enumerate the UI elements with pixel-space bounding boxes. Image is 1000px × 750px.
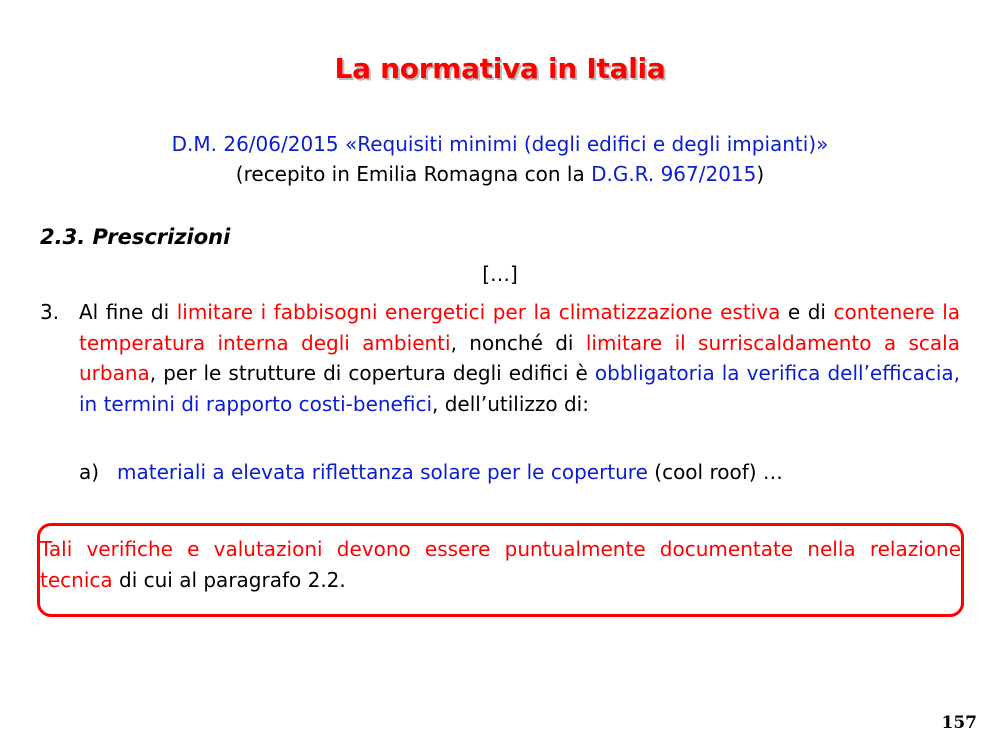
list-item-number: 3. xyxy=(40,300,60,324)
regional-adoption-note xyxy=(0,159,1000,189)
highlight-box-text xyxy=(40,534,961,595)
item-text-highlight: contenere la temperatura interna degli ambienti xyxy=(79,300,961,355)
adoption-prefix: (recepito in Emilia Romagna con la xyxy=(235,162,592,186)
item-text-part: e di xyxy=(780,300,834,324)
sub-list-item xyxy=(79,457,783,487)
section-heading: 2.3. Prescrizioni xyxy=(40,225,231,249)
item-text-highlight: limitare i fabbisogni energetici per la climatizzazione estiva xyxy=(176,300,781,324)
box-text-highlight: Tali verifiche e valutazioni devono essere puntualmente documentate nella relazione tecnica xyxy=(40,537,961,592)
item-text-emphasis: obbligatoria la verifica dell’efficacia, in termini di rapporto costi-benefici xyxy=(79,361,960,416)
item-text-part: , dell’utilizzo di: xyxy=(432,391,589,416)
list-item-text xyxy=(79,297,960,419)
page-number: 157 xyxy=(941,713,977,733)
sub-list-text: (cool roof) … xyxy=(647,460,783,484)
item-text-part: Al fine di xyxy=(79,300,177,324)
sub-list-emphasis: materiali a elevata riflettanza solare per le coperture xyxy=(117,460,648,484)
item-text-highlight: limitare il surriscaldamento a scala urbana xyxy=(79,330,960,385)
decree-reference: D.M. 26/06/2015 «Requisiti minimi (degli edifici e degli impianti)» xyxy=(171,132,829,156)
item-text-part: , nonché di xyxy=(450,330,586,355)
box-text-plain: di cui al paragrafo 2.2. xyxy=(112,567,346,592)
sub-list-label: a) xyxy=(79,460,100,484)
adoption-suffix: ) xyxy=(756,162,765,186)
slide-title: La normativa in Italia xyxy=(334,52,666,85)
omission-marker: […] xyxy=(482,262,518,286)
item-text-part: , per le strutture di copertura degli edifici è xyxy=(149,361,595,385)
regional-decree-reference: D.G.R. 967/2015 xyxy=(591,162,757,186)
